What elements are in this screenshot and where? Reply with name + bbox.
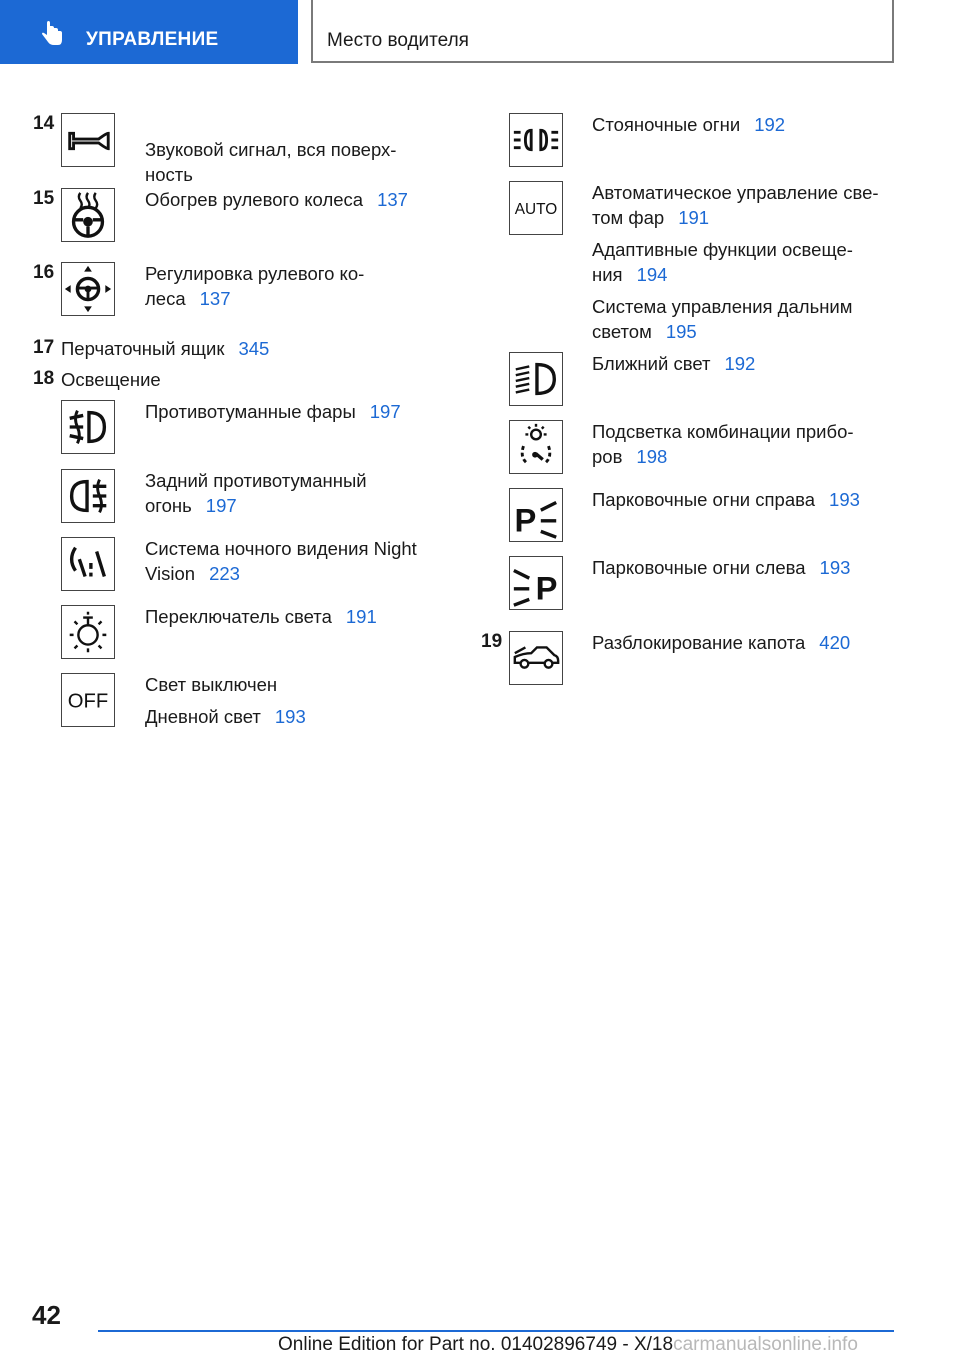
list-item-adaptive-lighting	[592, 237, 902, 287]
instrument-lighting-icon	[509, 420, 563, 474]
item-text: Подсветка комбинации прибо- ров	[592, 421, 854, 467]
item-text: Задний противотуманный огонь	[145, 470, 367, 516]
right-parking-light-icon	[509, 488, 563, 542]
item-text: Обогрев рулевого колеса	[145, 189, 364, 210]
off-icon	[61, 673, 115, 727]
page-ref-link[interactable]: 198	[636, 446, 668, 467]
night-vision-icon	[61, 537, 115, 591]
page-ref-link[interactable]: 193	[274, 706, 306, 727]
hood-release-icon	[509, 631, 563, 685]
item-text: Дневной свет	[145, 706, 261, 727]
item-text: Регулировка рулевого ко- леса	[145, 263, 365, 309]
item-text: Свет выключен	[145, 674, 278, 695]
rear-fog-light-icon	[61, 469, 115, 523]
footer-divider	[98, 1330, 894, 1332]
list-item-lighting	[61, 367, 161, 392]
page-ref-link[interactable]: 193	[819, 557, 851, 578]
item-text: Переключатель света	[145, 606, 332, 627]
page-ref-link[interactable]: 197	[369, 401, 401, 422]
item-text: Ближний свет	[592, 353, 711, 374]
page-ref-link[interactable]: 194	[636, 264, 668, 285]
item-text: Звуковой сигнал, вся поверх- ность	[145, 139, 397, 185]
low-beam-icon	[509, 352, 563, 406]
steering-wheel-adjust-icon	[61, 262, 115, 316]
page-ref-link[interactable]: 195	[665, 321, 697, 342]
list-item-rear-fog	[145, 468, 435, 518]
list-item-front-fog	[145, 399, 401, 424]
item-text: Противотуманные фары	[145, 401, 356, 422]
page-ref-link[interactable]: 192	[724, 353, 756, 374]
item-number: 15	[33, 188, 55, 209]
page-ref-link[interactable]: 191	[345, 606, 377, 627]
page-number: 42	[32, 1300, 61, 1330]
auto-icon-label: AUTO	[514, 200, 558, 218]
page-ref-link[interactable]: 191	[678, 207, 710, 228]
list-item-hood-release	[592, 630, 850, 655]
item-text: Разблокирование капота	[592, 632, 806, 653]
item-number: 19	[481, 631, 503, 652]
page-ref-link[interactable]: 137	[199, 288, 231, 309]
light-switch-icon	[61, 605, 115, 659]
item-text: Освещение	[61, 369, 161, 390]
item-text: Адаптивные функции освеще- ния	[592, 239, 853, 285]
item-text: Стояночные огни	[592, 114, 741, 135]
page-ref-link[interactable]: 420	[819, 632, 851, 653]
off-icon-label: OFF	[67, 690, 109, 713]
section-title: Место водителя	[327, 30, 469, 51]
page-ref-link[interactable]: 345	[238, 338, 270, 359]
item-text: Парковочные огни слева	[592, 557, 806, 578]
page-ref-link[interactable]: 192	[754, 114, 786, 135]
chapter-title: УПРАВЛЕНИЕ	[86, 29, 219, 50]
item-text: Перчаточный ящик	[61, 338, 225, 359]
list-item-low-beam	[592, 351, 755, 376]
list-item-light-off	[145, 672, 277, 697]
section-header	[311, 0, 894, 63]
steering-wheel-heating-icon	[61, 188, 115, 242]
list-item-high-beam-assist	[592, 294, 902, 344]
footer	[278, 1334, 858, 1356]
front-fog-lights-icon	[61, 400, 115, 454]
item-text: Система управления дальним светом	[592, 296, 853, 342]
svg-text:P: P	[535, 569, 558, 607]
page-ref-link[interactable]: 193	[829, 489, 860, 510]
parking-lights-icon	[509, 113, 563, 167]
list-item-light-switch	[145, 604, 377, 629]
list-item-auto-lights	[592, 180, 902, 230]
page-ref-link[interactable]: 197	[205, 495, 237, 516]
list-item-horn	[145, 112, 435, 187]
chapter-tab[interactable]	[0, 0, 298, 64]
list-item-glovebox	[61, 336, 269, 361]
list-item-daylight	[145, 704, 306, 729]
item-text: Автоматическое управление све- том фар	[592, 182, 879, 228]
list-item-instrument-lighting	[592, 419, 902, 469]
list-item-steering-adjust	[145, 261, 435, 311]
item-text: Система ночного видения Night Vision	[145, 538, 417, 584]
item-number: 17	[33, 337, 55, 358]
item-number: 18	[33, 368, 55, 389]
hand-pointer-icon	[38, 20, 66, 48]
item-text: Парковочные огни справа	[592, 489, 816, 510]
list-item-night-vision	[145, 536, 445, 586]
page-ref-link[interactable]: 223	[209, 563, 240, 584]
list-item-left-parking-light	[592, 555, 850, 580]
list-item-right-parking-light	[592, 487, 860, 512]
page-ref-link[interactable]: 137	[377, 189, 408, 210]
left-parking-light-icon	[509, 556, 563, 610]
item-number: 14	[33, 113, 55, 134]
svg-text:P: P	[514, 501, 537, 539]
item-number: 16	[33, 262, 55, 283]
auto-lights-icon	[509, 181, 563, 235]
list-item-steering-heating	[145, 187, 408, 212]
horn-icon	[61, 113, 115, 167]
edition-text: Online Edition for Part no. 01402896749 - X/18	[278, 1334, 674, 1355]
watermark: carmanualsonline.info	[673, 1334, 858, 1355]
list-item-parking-lights	[592, 112, 785, 137]
